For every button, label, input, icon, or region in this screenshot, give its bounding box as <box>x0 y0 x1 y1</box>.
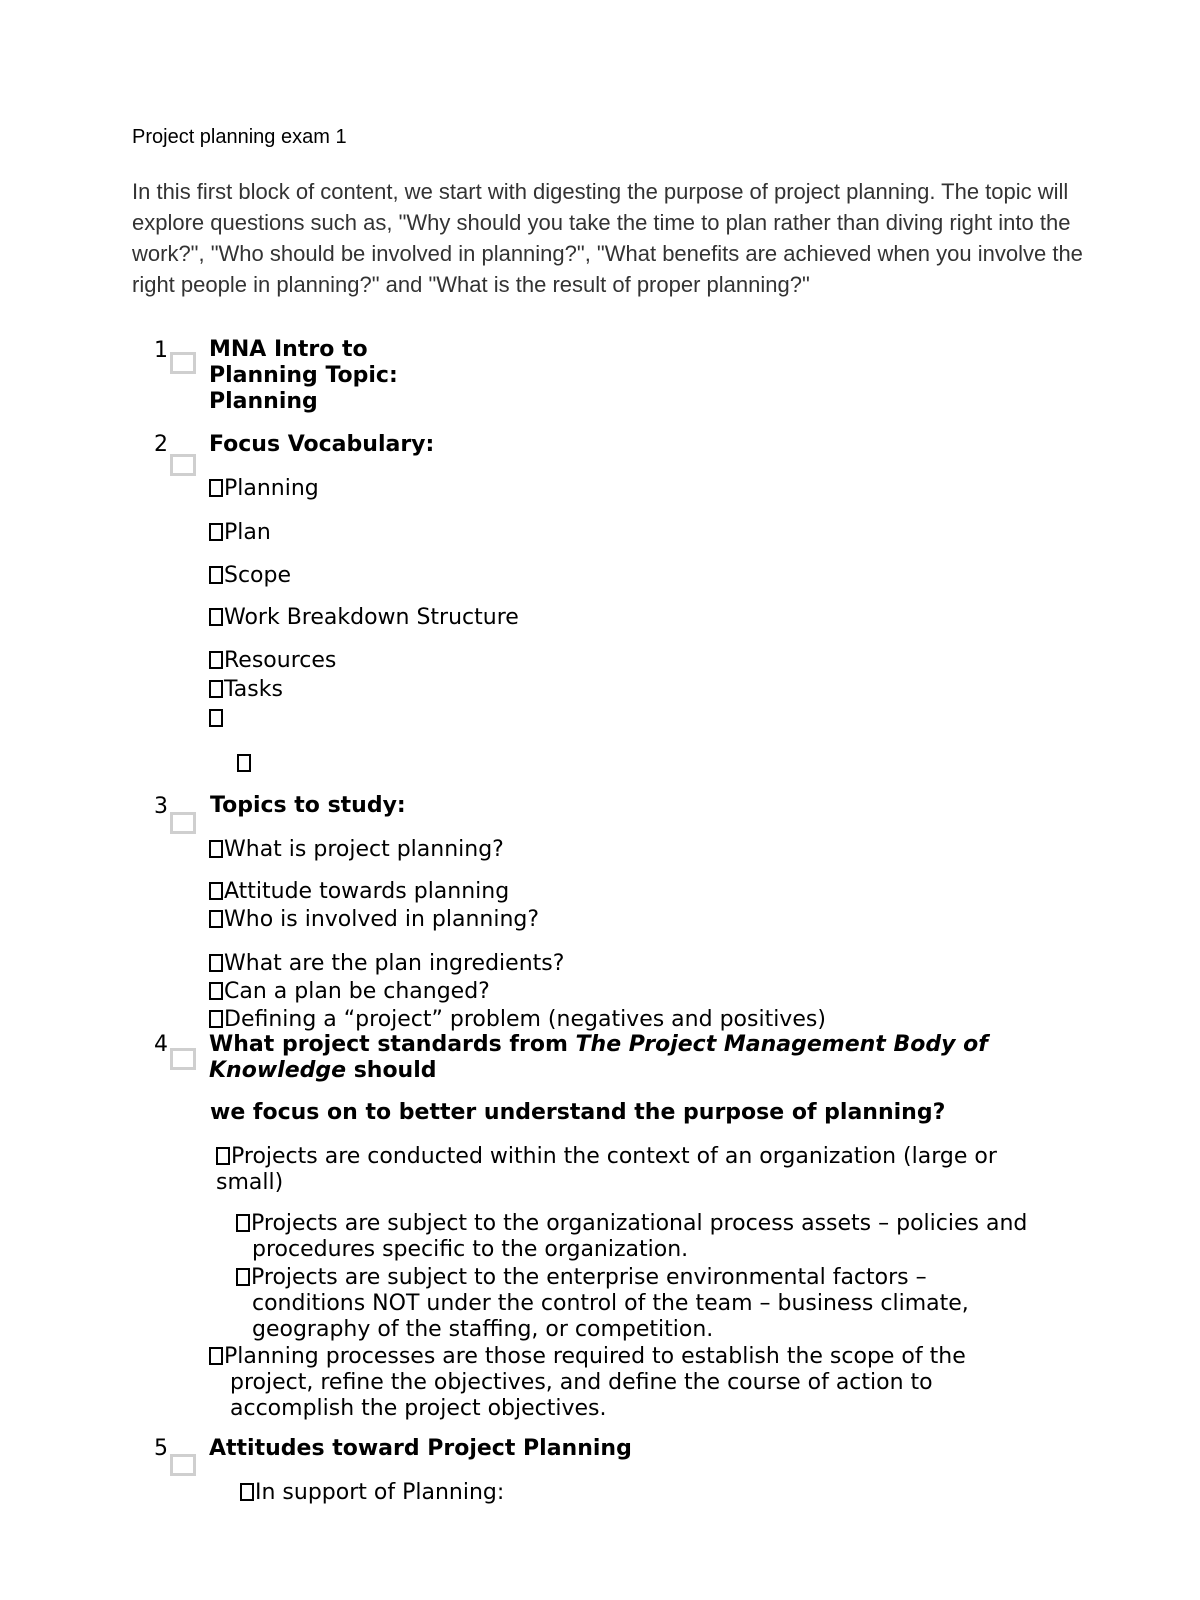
list-item: Plan <box>209 520 271 546</box>
missing-glyph-icon <box>209 882 223 900</box>
checkbox-icon[interactable] <box>170 352 196 374</box>
list-item: Planning processes are those required to establish the scope of the project, refine the objectives, and define the course of action to accomplish the project objectives. <box>209 1344 1030 1422</box>
missing-glyph-icon <box>209 982 223 1000</box>
missing-glyph-icon <box>209 709 223 727</box>
missing-glyph-icon <box>236 1214 250 1232</box>
missing-glyph-icon <box>209 680 223 698</box>
missing-glyph-icon <box>216 1147 230 1165</box>
missing-glyph-icon <box>209 523 223 541</box>
section-heading: MNA Intro to Planning Topic: Planning <box>209 337 398 414</box>
checkbox-icon[interactable] <box>170 1048 196 1070</box>
missing-glyph-icon <box>209 651 223 669</box>
list-item: Projects are conducted within the context of an organization (large or small) <box>216 1144 997 1195</box>
checkbox-icon[interactable] <box>170 812 196 834</box>
section-heading: Attitudes toward Project Planning <box>209 1436 632 1461</box>
checkbox-icon[interactable] <box>170 1454 196 1476</box>
list-item: Resources <box>209 648 336 674</box>
section-number: 1 <box>154 338 168 363</box>
section-number: 4 <box>154 1032 168 1057</box>
list-item: Attitude towards planning <box>209 879 509 905</box>
missing-glyph-icon <box>209 910 223 928</box>
missing-glyph-icon <box>236 1268 250 1286</box>
list-item: Planning <box>209 476 319 502</box>
list-item <box>209 706 224 732</box>
section-heading: Topics to study: <box>210 793 406 818</box>
checkbox-icon[interactable] <box>170 454 196 476</box>
section-subheading: we focus on to better understand the purpose of planning? <box>210 1100 946 1125</box>
missing-glyph-icon <box>237 754 251 772</box>
list-item: Projects are subject to the organizational process assets – policies and procedures specific to the organization. <box>236 1211 1072 1263</box>
section-number: 2 <box>154 432 168 457</box>
list-item <box>237 751 252 777</box>
list-item: In support of Planning: <box>240 1480 504 1506</box>
missing-glyph-icon <box>209 479 223 497</box>
section-heading: Focus Vocabulary: <box>209 432 435 457</box>
missing-glyph-icon <box>209 840 223 858</box>
missing-glyph-icon <box>209 954 223 972</box>
section-number: 5 <box>154 1436 168 1461</box>
missing-glyph-icon <box>209 566 223 584</box>
list-item: What are the plan ingredients? <box>209 951 564 977</box>
document-title: Project planning exam 1 <box>132 126 347 148</box>
intro-paragraph: In this first block of content, we start with digesting the purpose of project planning. The topic will explore questions such as, "Why should you take the time to plan rather than diving right into the work?", "Who should be involved in planning?", "What benefits are achieved when you involve the right people in planning?" and "What is the result of proper planning?" <box>132 179 1083 297</box>
missing-glyph-icon <box>209 1010 223 1028</box>
missing-glyph-icon <box>209 1347 223 1365</box>
list-item: Tasks <box>209 677 283 703</box>
section-heading: What project standards from The Project Management Body of Knowledge should <box>209 1032 988 1083</box>
list-item: Work Breakdown Structure <box>209 605 519 631</box>
section-number: 3 <box>154 794 168 819</box>
list-item: Can a plan be changed? <box>209 979 490 1005</box>
missing-glyph-icon <box>209 608 223 626</box>
missing-glyph-icon <box>240 1483 254 1501</box>
list-item: Projects are subject to the enterprise environmental factors – conditions NOT under the control of the team – business climate, geography of the staffing, or competition. <box>236 1265 1012 1343</box>
list-item: What is project planning? <box>209 837 504 863</box>
list-item: Defining a “project” problem (negatives and positives) <box>209 1007 826 1033</box>
list-item: Scope <box>209 563 291 589</box>
list-item: Who is involved in planning? <box>209 907 539 933</box>
